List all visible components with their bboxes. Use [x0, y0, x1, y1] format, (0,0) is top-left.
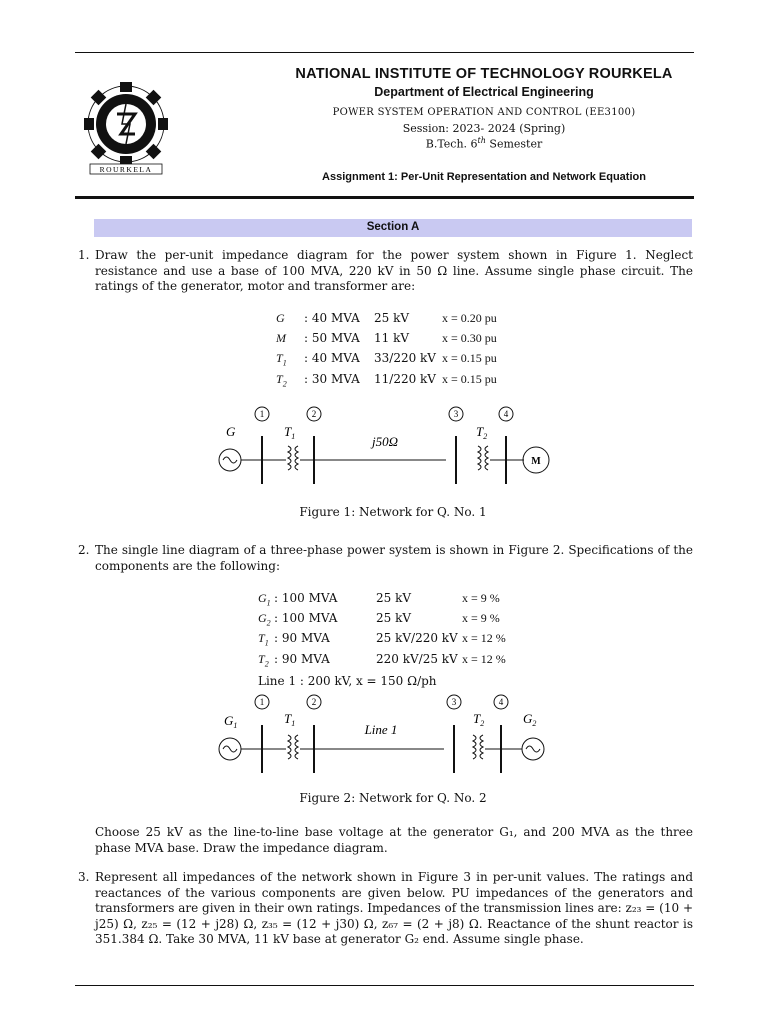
q1-voltage: 11 kV: [374, 331, 410, 346]
session-info: Session: 2023- 2024 (Spring): [402, 122, 566, 135]
q2-voltage: 25 kV: [376, 611, 412, 626]
bus-label: 4: [498, 697, 504, 707]
q1-sub: 2: [282, 378, 287, 388]
q1-rating: : 30 MVA: [304, 371, 360, 386]
t1-label: [284, 711, 295, 728]
q1-sym: T: [276, 371, 283, 386]
semester-suffix: Semester: [485, 137, 543, 151]
t2-winding-1: [473, 735, 476, 759]
q1-rating: : 50 MVA: [304, 331, 360, 346]
bus-label: 3: [451, 697, 457, 707]
department-name: Department of Electrical Engineering: [374, 85, 594, 99]
q2-voltage: 25 kV: [376, 591, 412, 605]
q2-sub: 1: [266, 598, 271, 608]
bus-label: 2: [311, 697, 317, 707]
q1-rating-row: [276, 311, 497, 331]
q1-rating-row: [276, 372, 497, 392]
q2-sym: T: [258, 651, 265, 666]
line-label: j50Ω: [371, 434, 399, 449]
semester-sup: th: [477, 136, 486, 145]
t2-label-main: T: [473, 711, 481, 726]
q1-number: 1.: [78, 248, 90, 262]
q2-text: The single line diagram of a three-phase power system is shown in Figure 2. Specifications of the components are the following:: [95, 543, 693, 573]
q2-rating: : 90 MVA: [274, 651, 330, 666]
q2-reactance: x = 9 %: [462, 591, 500, 605]
t2-winding-1: [478, 446, 481, 470]
q2-sym: G: [258, 591, 267, 605]
t1-winding-2: [295, 735, 298, 759]
q1-sym: M: [276, 331, 286, 346]
figure-2-diagram: [210, 688, 570, 778]
q1-reactance: x = 0.15 pu: [442, 371, 497, 386]
gear-icon: [84, 82, 168, 166]
q2-sub: 2: [264, 658, 269, 668]
q2-voltage: 220 kV/25 kV: [376, 651, 458, 666]
institute-logo: [73, 80, 179, 176]
bus-label: 3: [453, 409, 459, 419]
g1-label-sub: 1: [233, 721, 238, 730]
q2-followup: Choose 25 kV as the line-to-line base voltage at the generator G₁, and 200 MVA as the three phase MVA base. Draw the impedance diagram.: [95, 825, 693, 855]
semester-prefix: B.Tech. 6: [425, 137, 478, 151]
t1-label-sub: 1: [291, 719, 296, 728]
t2-winding-2: [485, 446, 488, 470]
q2-ratings-table: [258, 591, 506, 690]
bus-label: 1: [259, 697, 265, 707]
line-1-spec: Line 1 : 200 kV, x = 150 Ω/ph: [258, 673, 437, 688]
q2-rating-row: [258, 652, 506, 672]
q2-reactance: x = 9 %: [462, 611, 500, 626]
q1-reactance: x = 0.20 pu: [442, 311, 497, 325]
q1-rating: : 40 MVA: [304, 311, 360, 325]
q1-rating-row: [276, 351, 497, 371]
t1-label-sub: 1: [291, 432, 296, 441]
q1-ratings-table: [276, 311, 497, 392]
q1-rating: : 40 MVA: [304, 351, 360, 366]
figure-2-caption: Figure 2: Network for Q. No. 2: [299, 791, 487, 805]
q2-reactance: x = 12 %: [462, 651, 506, 666]
q2-voltage: 25 kV/220 kV: [376, 631, 458, 646]
line-label: Line 1: [364, 722, 398, 737]
g2-label-sub: 2: [532, 719, 537, 728]
q1-rating-row: [276, 331, 497, 351]
t1-label-main: T: [284, 711, 292, 726]
q2-rating-row: [258, 611, 506, 631]
q2-rating-row: [258, 631, 506, 651]
course-title: POWER SYSTEM OPERATION AND CONTROL (EE3100): [332, 107, 636, 118]
t1-winding-2: [295, 446, 298, 470]
t2-label: [476, 424, 487, 441]
q2-sub: 2: [266, 618, 271, 628]
t2-winding-2: [480, 735, 483, 759]
q3-number: 3.: [78, 870, 90, 884]
gen-label: G: [226, 424, 236, 439]
t2-label-sub: 2: [480, 719, 485, 728]
q2-sym: T: [258, 631, 265, 646]
q2-reactance: x = 12 %: [462, 631, 506, 646]
q1-text: Draw the per-unit impedance diagram for the power system shown in Figure 1. Neglect resistance and use a base of 100 MVA, 220 kV in 50 Ω line. Assume single phase circuit. The ratings of the generator, motor and transformer are:: [95, 248, 693, 293]
t2-label: [473, 711, 484, 728]
q1-reactance: x = 0.15 pu: [442, 351, 497, 366]
figure-1-diagram: [210, 400, 570, 495]
bottom-rule: [75, 985, 694, 986]
section-title: Section A: [366, 221, 420, 233]
g1-label: [224, 713, 237, 730]
motor-label: M: [531, 456, 541, 467]
q2-rating: : 90 MVA: [274, 631, 330, 646]
t1-winding-1: [288, 735, 291, 759]
header-divider: [75, 196, 694, 199]
q2-rating-row: [258, 591, 506, 611]
top-rule: [75, 52, 694, 53]
q1-voltage: 25 kV: [374, 311, 410, 325]
figure-1-caption: Figure 1: Network for Q. No. 1: [299, 505, 487, 519]
q1-sym: T: [276, 351, 283, 366]
q1-reactance: x = 0.30 pu: [442, 331, 497, 346]
q1-sym: G: [276, 311, 285, 325]
q2-rating: : 100 MVA: [274, 591, 338, 605]
q1-voltage: 11/220 kV: [374, 371, 436, 386]
q2-sym: G: [258, 611, 267, 626]
bus-label: 1: [259, 409, 265, 419]
g2-label: [523, 711, 536, 728]
bus-label: 2: [311, 409, 317, 419]
t1-winding-1: [288, 446, 291, 470]
q1-sub: 1: [282, 358, 287, 368]
q2-rating: : 100 MVA: [274, 611, 338, 626]
q2-sub: 1: [264, 638, 269, 648]
q2-number: 2.: [78, 543, 90, 557]
g2-label-main: G: [523, 711, 533, 726]
g1-label-main: G: [224, 713, 234, 728]
bus-label: 4: [503, 409, 509, 419]
t2-label-main: T: [476, 424, 484, 439]
q3-text: Represent all impedances of the network shown in Figure 3 in per-unit values. The ratings and reactances of the various components are given below. PU impedances of the generators and transformers are given in their own ratings. Impedances of the transmission lines are: z₂₃ = (10 + j25) Ω, z₂₅ = (12 + j28) Ω, z₃₅ = (12 + j30) Ω, z₆₇ = (2 + j8) Ω. Reactance of the shunt reactor is 351.384 Ω. Take 30 MVA, 11 kV base at generator G₂ end. Assume single phase.: [95, 870, 693, 946]
q1-voltage: 33/220 kV: [374, 351, 436, 366]
t2-label-sub: 2: [483, 432, 488, 441]
assignment-title: Assignment 1: Per-Unit Representation and Network Equation: [322, 171, 646, 183]
logo-text: ROURKELA: [99, 165, 153, 174]
semester-info: [200, 136, 768, 151]
t1-label-main: T: [284, 424, 292, 439]
t1-label: [284, 424, 295, 441]
institute-name: NATIONAL INSTITUTE OF TECHNOLOGY ROURKELA: [295, 66, 673, 82]
